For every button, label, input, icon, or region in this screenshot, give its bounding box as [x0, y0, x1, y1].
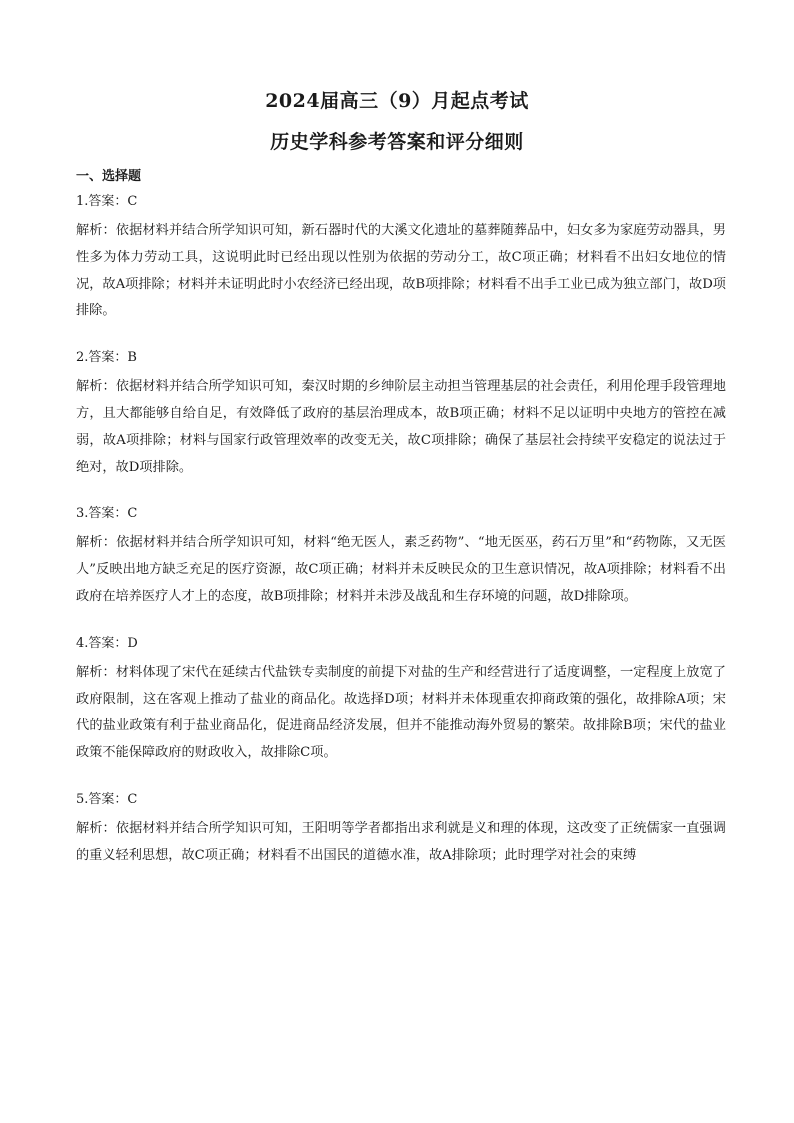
- question-answer: 5.答案：C: [76, 791, 138, 807]
- document-title: 2024届高三（9）月起点考试: [265, 90, 529, 112]
- question-explanation: 解析：材料体现了宋代在延续古代盐铁专卖制度的前提下对盐的生产和经营进行了适度调整，一定程度上放宽了政府限制，这在客观上推动了盐业的商品化。故选择D项；材料并未体现重农抑商政策的强化，故排除A项；宋代的盐业政策有利于盐业商品化，促进商品经济发展，但并不能推动海外贸易的繁荣。故排除B项；宋代的盐业政策不能保障政府的财政收入，故排除C项。: [76, 664, 726, 761]
- section-heading: 一、选择题: [76, 169, 142, 184]
- question-answer: 3.答案：C: [76, 506, 138, 522]
- question-answer: 4.答案：D: [76, 635, 138, 651]
- question-answer: 1.答案：C: [76, 194, 138, 209]
- question-3: [76, 504, 726, 610]
- question-explanation: 解析：依据材料并结合所学知识可知，新石器时代的大溪文化遗址的墓葬随葬品中，妇女多为家庭劳动器具，男性多为体力劳动工具，这说明此时已经出现以性别为依据的劳动分工，故C项正确；材料看不出妇女地位的情况，故A项排除；材料并未证明此时小农经济已经出现，故B项排除；材料看不出手工业已成为独立部门，故D项排除。: [76, 223, 726, 319]
- question-1: [76, 192, 726, 325]
- question-answer: 2.答案：B: [76, 350, 137, 366]
- question-4: [76, 634, 726, 767]
- question-explanation: 解析：依据材料并结合所学知识可知，王阳明等学者都指出求利就是义和理的体现，这改变了正统儒家一直强调的重义轻利思想，故C项正确；材料看不出国民的道德水准，故A排除项；此时理学对社会的束缚: [76, 820, 726, 863]
- question-5: [76, 790, 726, 870]
- question-explanation: 解析：依据材料并结合所学知识可知，秦汉时期的乡绅阶层主动担当管理基层的社会责任，利用伦理手段管理地方，且大都能够自给自足，有效降低了政府的基层治理成本，故B项正确；材料不足以证明中央地方的管控在减弱，故A项排除；材料与国家行政管理效率的改变无关，故C项排除；确保了基层社会持续平安稳定的说法过于绝对，故D项排除。: [76, 379, 726, 475]
- question-2: [76, 348, 726, 481]
- document-subtitle: 历史学科参考答案和评分细则: [270, 131, 524, 153]
- answer-list: [76, 192, 726, 893]
- question-explanation: 解析：依据材料并结合所学知识可知，材料“绝无医人，素乏药物”、“地无医巫，药石万里”和“药物陈，又无医人”反映出地方缺乏充足的医疗资源，故C项正确；材料并未反映民众的卫生意识情况，故A项排除；材料看不出政府在培养医疗人才上的态度，故B项排除；材料并未涉及战乱和生存环境的问题，故D排除项。: [76, 535, 726, 604]
